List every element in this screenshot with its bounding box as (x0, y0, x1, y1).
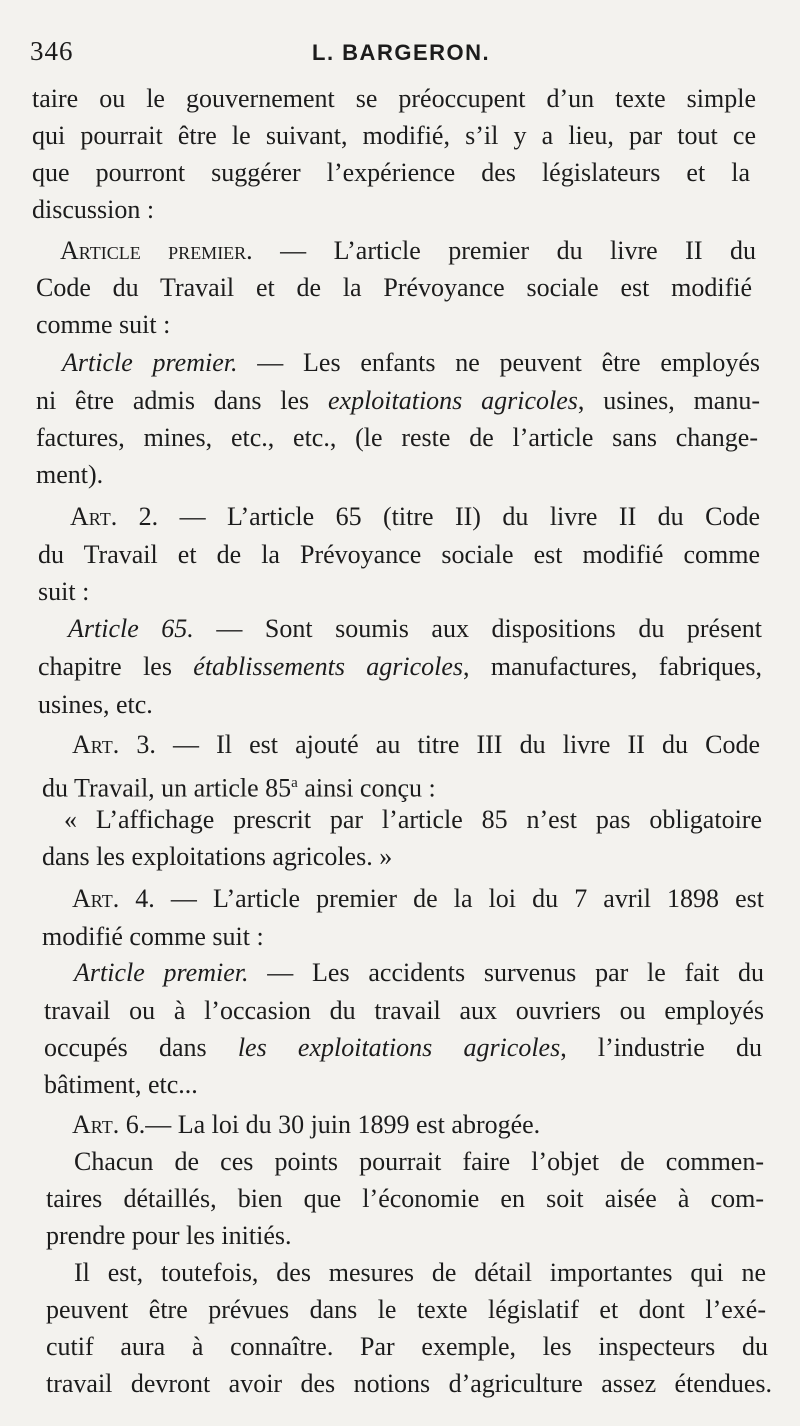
text-span: — Les enfants ne peuvent être employés (237, 348, 760, 377)
text-line (62, 346, 760, 380)
text-line: factures, mines, etc., etc., (le reste de l’article sans change- (36, 423, 758, 452)
text-line (44, 1031, 762, 1065)
text-line: Chacun de ces points pourrait faire l’objet de commen- (74, 1147, 764, 1176)
page-header (30, 36, 770, 76)
text-line: modifié comme suit : (42, 922, 264, 951)
text-line (72, 728, 760, 762)
emphasis-text: exploitations agricoles (327, 386, 578, 415)
text-line: du Travail et de la Prévoyance sociale est modifié comme (38, 540, 760, 569)
text-span: , manufactures, fabriques, (463, 652, 763, 681)
text-line (72, 1108, 540, 1142)
text-line: Code du Travail et de la Prévoyance sociale est modifié (36, 273, 752, 302)
text-line (70, 500, 760, 534)
text-line: suit : (38, 577, 90, 606)
article-lead: Article 65. (68, 614, 194, 643)
text-line: ment). (36, 460, 104, 489)
page-number: 346 (30, 36, 74, 66)
text-line: que pourront suggérer l’expérience des législateurs et la (32, 158, 750, 187)
text-line: peuvent être prévues dans le texte législatif et dont l’exé- (46, 1295, 766, 1324)
text-span: 2. — L’article 65 (titre II) du livre II du Code (117, 502, 760, 531)
text-line: discussion : (32, 195, 155, 224)
text-line: usines, etc. (38, 690, 153, 719)
emphasis-text: établissements agricoles (193, 652, 464, 681)
text-line: qui pourrait être le suivant, modifié, s’il y a lieu, par tout ce (32, 121, 756, 150)
text-line (72, 882, 764, 916)
text-span: ainsi conçu : (297, 773, 436, 803)
text-line (60, 234, 756, 268)
text-line: dans les exploitations agricoles. » (42, 842, 393, 871)
article-lead: Art. (72, 730, 120, 759)
text-line: comme suit : (36, 310, 171, 339)
text-line (68, 612, 762, 646)
text-line (74, 956, 764, 990)
text-span: 3. — Il est ajouté au titre III du livre II du Code (119, 730, 760, 759)
text-line: travail devront avoir des notions d’agriculture assez étendues. (46, 1369, 772, 1398)
article-lead: Art. (70, 502, 118, 531)
text-line: taires détaillés, bien que l’économie en soit aisée à com- (46, 1184, 764, 1213)
text-span: 4. — L’article premier de la loi du 7 avril 1898 est (119, 884, 764, 913)
text-line: « L’affichage prescrit par l’article 85 n’est pas obligatoire (64, 805, 762, 834)
article-lead: Art. (72, 884, 120, 913)
text-line: prendre pour les initiés. (46, 1221, 292, 1250)
text-line: cutif aura à connaître. Par exemple, les inspecteurs du (46, 1332, 768, 1361)
text-span: , l’industrie du (560, 1033, 763, 1062)
text-line (36, 384, 760, 418)
text-span: chapitre les (38, 652, 194, 681)
article-lead: Article premier. (74, 958, 249, 987)
text-span: — L’article premier du livre II du (252, 236, 756, 265)
article-lead: Article premier. (62, 348, 238, 377)
text-line: taire ou le gouvernement se préoccupent d’un texte simple (32, 84, 756, 113)
text-span: ni être admis dans les (36, 386, 328, 415)
text-line: travail ou à l’occasion du travail aux ouvriers ou employés (44, 996, 764, 1025)
superscript: a (291, 775, 298, 791)
article-lead: Art. (72, 1110, 120, 1139)
text-line: bâtiment, etc... (44, 1070, 198, 1099)
emphasis-text: les exploitations agricoles (237, 1033, 561, 1062)
article-lead: Article premier. (60, 236, 253, 265)
text-span: — Les accidents survenus par le fait du (248, 958, 764, 987)
text-span: 6.— La loi du 30 juin 1899 est abrogée. (119, 1110, 541, 1139)
text-span: , usines, manu- (577, 386, 760, 415)
text-line (38, 650, 762, 684)
text-span: du Travail, un article 85 (42, 773, 292, 803)
text-span: — Sont soumis aux dispositions du présent (193, 614, 762, 643)
text-span: occupés dans (44, 1033, 238, 1062)
running-head: L. BARGERON. (312, 40, 491, 65)
text-line: Il est, toutefois, des mesures de détail importantes qui ne (74, 1258, 766, 1287)
text-line (42, 766, 436, 806)
